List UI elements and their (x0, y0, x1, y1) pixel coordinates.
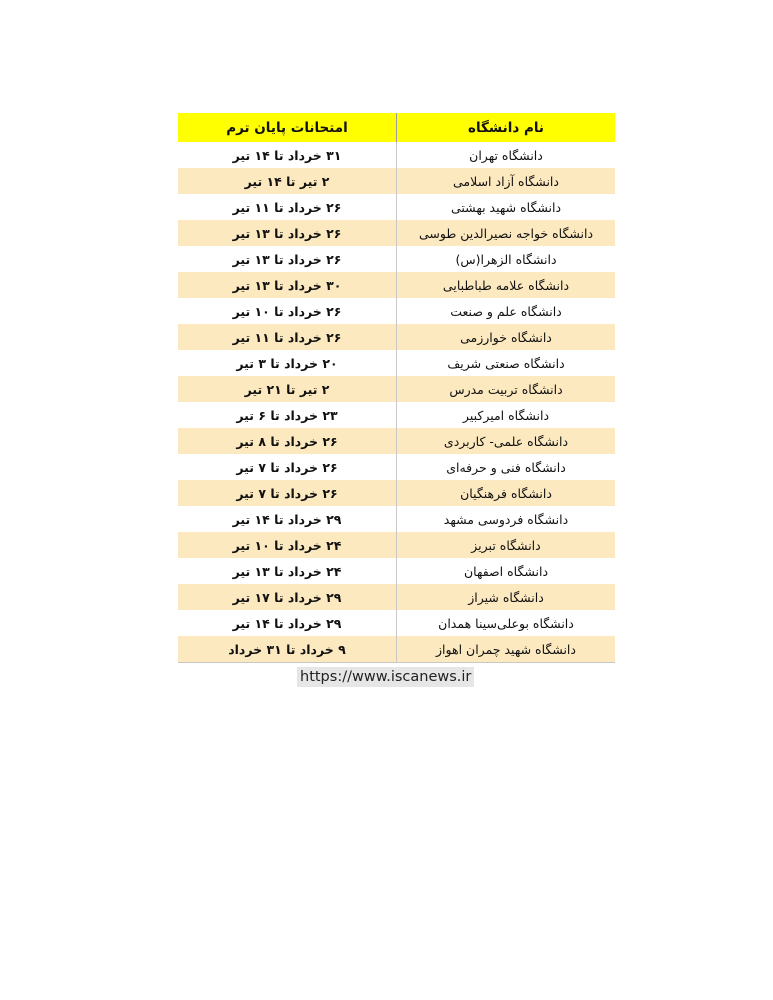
source-url: https://www.iscanews.ir (297, 667, 474, 687)
university-name-cell: دانشگاه علمی- کاربردی (397, 428, 616, 454)
exam-dates-cell: ۲۴ خرداد تا ۱۳ تیر (178, 558, 397, 584)
university-name-cell: دانشگاه بوعلی‌سینا همدان (397, 610, 616, 636)
table-row (178, 610, 615, 636)
university-name-cell: دانشگاه شهید چمران اهواز (397, 636, 616, 663)
table-header-row (178, 113, 615, 142)
university-name-cell: دانشگاه خوارزمی (397, 324, 616, 350)
university-name-cell: دانشگاه امیرکبیر (397, 402, 616, 428)
university-name-cell: دانشگاه اصفهان (397, 558, 616, 584)
table-row (178, 142, 615, 168)
exam-dates-cell: ۲ تیر تا ۱۴ تیر (178, 168, 397, 194)
university-name-cell: دانشگاه شهید بهشتی (397, 194, 616, 220)
exam-dates-cell: ۲۶ خرداد تا ۱۱ تیر (178, 324, 397, 350)
table-row (178, 194, 615, 220)
university-name-cell: دانشگاه تربیت مدرس (397, 376, 616, 402)
exam-dates-cell: ۳۱ خرداد تا ۱۴ تیر (178, 142, 397, 168)
university-name-cell: دانشگاه فرهنگیان (397, 480, 616, 506)
exam-dates-cell: ۹ خرداد تا ۳۱ خرداد (178, 636, 397, 663)
table-row (178, 272, 615, 298)
table-row (178, 376, 615, 402)
exam-dates-cell: ۲۶ خرداد تا ۱۰ تیر (178, 298, 397, 324)
exam-dates-cell: ۲۹ خرداد تا ۱۴ تیر (178, 506, 397, 532)
exam-dates-cell: ۲۶ خرداد تا ۱۳ تیر (178, 220, 397, 246)
table-row (178, 532, 615, 558)
final-exams-header: امتحانات پایان ترم (178, 113, 397, 142)
table-row (178, 168, 615, 194)
university-name-cell: دانشگاه فردوسی مشهد (397, 506, 616, 532)
exam-dates-cell: ۳۰ خرداد تا ۱۳ تیر (178, 272, 397, 298)
university-name-cell: دانشگاه خواجه نصیرالدین طوسی (397, 220, 616, 246)
exam-schedule-table (178, 113, 615, 663)
university-name-cell: دانشگاه الزهرا(س) (397, 246, 616, 272)
table-row (178, 324, 615, 350)
exam-dates-cell: ۲۰ خرداد تا ۳ تیر (178, 350, 397, 376)
exam-dates-cell: ۲۶ خرداد تا ۱۱ تیر (178, 194, 397, 220)
exam-dates-cell: ۲۳ خرداد تا ۶ تیر (178, 402, 397, 428)
university-name-cell: دانشگاه علم و صنعت (397, 298, 616, 324)
table-row (178, 246, 615, 272)
exam-dates-cell: ۲۹ خرداد تا ۱۴ تیر (178, 610, 397, 636)
university-name-header: نام دانشگاه (397, 113, 616, 142)
university-name-cell: دانشگاه فنی و حرفه‌ای (397, 454, 616, 480)
table-row (178, 298, 615, 324)
university-name-cell: دانشگاه علامه طباطبایی (397, 272, 616, 298)
table-row (178, 220, 615, 246)
exam-schedule-table-container (178, 113, 598, 663)
exam-dates-cell: ۲۶ خرداد تا ۱۳ تیر (178, 246, 397, 272)
exam-dates-cell: ۲ تیر تا ۲۱ تیر (178, 376, 397, 402)
university-name-cell: دانشگاه صنعتی شریف (397, 350, 616, 376)
table-row (178, 506, 615, 532)
exam-dates-cell: ۲۶ خرداد تا ۷ تیر (178, 454, 397, 480)
exam-dates-cell: ۲۶ خرداد تا ۷ تیر (178, 480, 397, 506)
table-row (178, 402, 615, 428)
university-name-cell: دانشگاه شیراز (397, 584, 616, 610)
exam-dates-cell: ۲۶ خرداد تا ۸ تیر (178, 428, 397, 454)
university-name-cell: دانشگاه تبریز (397, 532, 616, 558)
table-row (178, 480, 615, 506)
university-name-cell: دانشگاه تهران (397, 142, 616, 168)
table-row (178, 428, 615, 454)
exam-dates-cell: ۲۹ خرداد تا ۱۷ تیر (178, 584, 397, 610)
table-row (178, 584, 615, 610)
table-row (178, 558, 615, 584)
table-row (178, 454, 615, 480)
table-row (178, 350, 615, 376)
exam-dates-cell: ۲۴ خرداد تا ۱۰ تیر (178, 532, 397, 558)
table-row (178, 636, 615, 663)
university-name-cell: دانشگاه آزاد اسلامی (397, 168, 616, 194)
